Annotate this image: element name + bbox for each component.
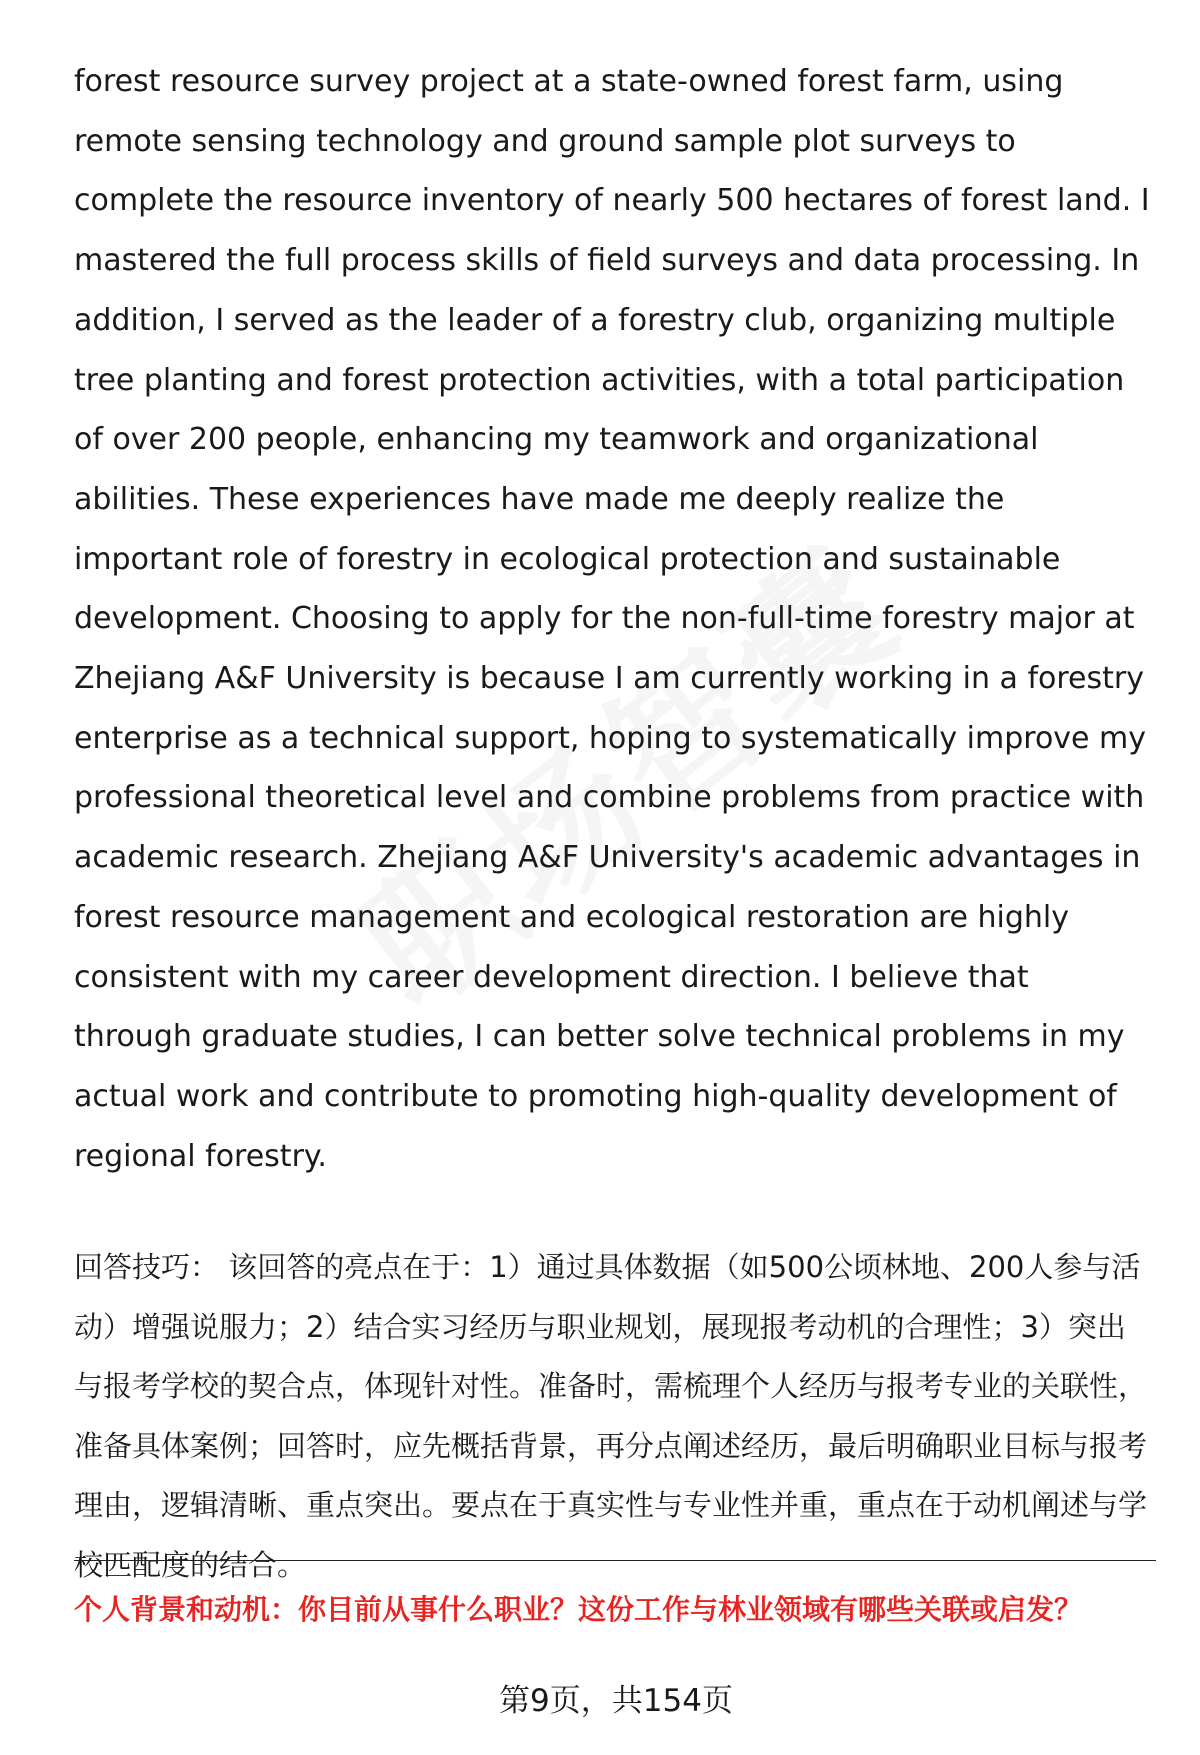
next-question-heading: 个人背景和动机：你目前从事什么职业？这份工作与林业领域有哪些关联或启发？ bbox=[74, 1593, 1083, 1626]
page-number-footer: 第9页，共154页 bbox=[499, 1683, 733, 1719]
answer-tips-paragraph: 回答技巧： 该回答的亮点在于：1）通过具体数据（如500公顷林地、200人参与活动）增强说服力；2）结合实习经历与职业规划，展现报考动机的合理性；3）突出与报考学校的契合点，体现针对性。准备时，需梳理个人经历与报考专业的关联性，准备具体案例；回答时，应先概括背景，再分点阐述经历，最后明确职业目标与报考理由，逻辑清晰、重点突出。要点在于真实性与专业性并重，重点在于动机阐述与学校匹配度的结合。 bbox=[74, 1250, 1148, 1582]
document-content bbox=[74, 52, 1154, 1595]
answer-paragraph: forest resource survey project at a state-owned forest farm, using remote sensing technology and ground sample plot surveys to complete the resource inventory of nearly 500 hectares of forest land. I mastered the full process skills of field surveys and data processing. In addition, I served as the leader of a forestry club, organizing multiple tree planting and forest protection activities, with a total participation of over 200 people, enhancing my teamwork and organizational abilities. These experiences have made me deeply realize the important role of forestry in ecological protection and sustainable development. Choosing to apply for the non-full-time forestry major at Zhejiang A&F University is because I am currently working in a forestry enterprise as a technical support, hoping to systematically improve my professional theoretical level and combine problems from practice with academic research. Zhejiang A&F University's academic advantages in forest resource management and ecological restoration are highly consistent with my career development direction. I believe that through graduate studies, I can better solve technical problems in my actual work and contribute to promoting high-quality development of regional forestry. bbox=[74, 64, 1150, 1174]
section-divider bbox=[74, 1560, 1156, 1561]
